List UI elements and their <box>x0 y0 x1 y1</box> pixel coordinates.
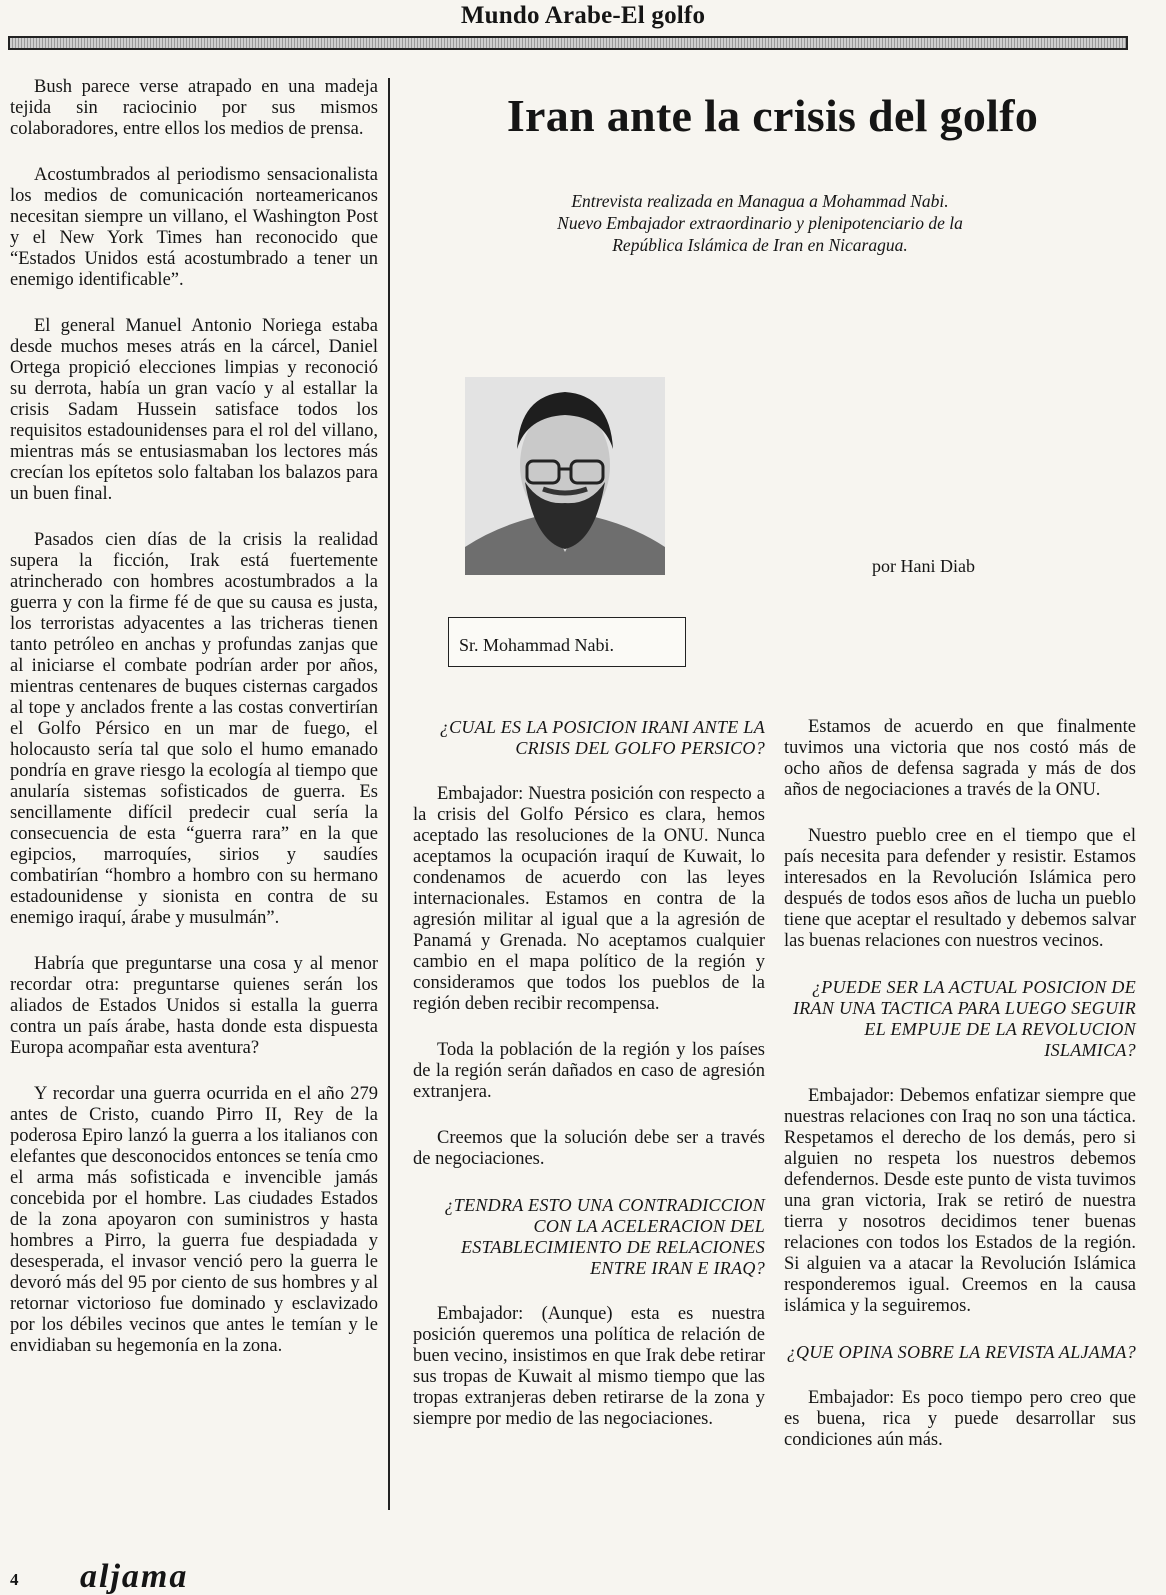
interview-answer: Embajador: Debemos enfatizar siempre que nuestras relaciones con Iraq no son una táctica. Respetamos el derecho de los demás, pero si alguien no respeta los nuestros debemos defendernos. Desde este punto de vista tuvimos una gran victoria, Irak se retiró de nuestra tierra y nosotros decidimos tener buenas relaciones con todos los Estados de la región. Si alguien va a atacar la Revolución Islámica responderemos igual. Creemos en la causa islámica y la seguiremos. <box>784 1086 1136 1316</box>
interview-answer: Nuestro pueblo cree en el tiempo que el país necesita para defender y resistir. Estamos interesados en la Revolución Islámica pero después de todos esos años de lucha un pueblo tiene que aceptar el resultado y debemos salvar las buenas relaciones con nuestros vecinos. <box>784 826 1136 951</box>
interview-answer: Creemos que la solución debe ser a través de negociaciones. <box>413 1128 765 1169</box>
left-paragraph: Bush parece verse atrapado en una madeja tejida sin raciocinio por sus mismos colaboradores, entre ellos los medios de prensa. <box>10 77 378 139</box>
left-column <box>10 77 378 1382</box>
left-paragraph: Habría que preguntarse una cosa y al menor recordar otra: preguntarse quienes serán los aliados de Estados Unidos si estalla la guerra contra un país árabe, hasta donde esta dispuesta Europa acompañar esta aventura? <box>10 954 378 1058</box>
article-title: Iran ante la crisis del golfo <box>506 90 1039 141</box>
photo-caption: Sr. Mohammad Nabi. <box>448 617 686 667</box>
subtitle-line: República Islámica de Iran en Nicaragua. <box>612 235 908 255</box>
interview-question: ¿QUE OPINA SOBRE LA REVISTA ALJAMA? <box>786 1342 1136 1362</box>
interview-answer: Embajador: Es poco tiempo pero creo que es buena, rica y puede desarrollar sus condiciones aún más. <box>784 1388 1136 1450</box>
left-paragraph: El general Manuel Antonio Noriega estaba desde muchos meses atrás en la cárcel, Daniel Ortega propició elecciones limpias y reconoció su derrota, había un gran vacío y al estallar la crisis Sadam Hussein satisface todos los requisitos estadounidenses para el rol del villano, mientras más se entusiasmaban los lectores más crecían los epítetos solo faltaban los balazos para un buen final. <box>10 316 378 504</box>
article-subtitle <box>500 190 1020 256</box>
page-number: 4 <box>10 1570 19 1589</box>
interview-answer: Toda la población de la región y los países de la región serán dañados en caso de agresión extranjera. <box>413 1040 765 1102</box>
subtitle-line: Nuevo Embajador extraordinario y plenipotenciario de la <box>557 213 963 233</box>
interview-answer: Estamos de acuerdo en que finalmente tuvimos una victoria que nos costó más de ocho años de defensa sagrada y más de dos años de negociaciones a través de la ONU. <box>784 717 1136 800</box>
interview-column-middle <box>413 717 765 1455</box>
header-rule-bar <box>8 36 1128 50</box>
left-paragraph: Acostumbrados al periodismo sensacionalista los medios de comunicación norteamericanos necesitan siempre un villano, el Washington Post y el New York Times han reconocido que “Estados Unidos está acostumbrado a tener un enemigo identificable”. <box>10 165 378 290</box>
left-paragraph: Y recordar una guerra ocurrida en el año 279 antes de Cristo, cuando Pirro II, Rey de la poderosa Epiro lanzó la guerra a los italianos con elefantes que desconocidos entonces se tenía cmo el arma más sofisticada e invencible jamás concebida por el hombre. Las ciudades Estados de la zona apoyaron con suministros y hasta hombres a Pirro, la guerra fue despiadada y desesperada, el invasor venció pero la guerra le devoró más del 95 por ciento de sus hombres y al retornar victorioso fue dominado y esclavizado por los débiles vecinos que antes le temían y le envidiaban su hegemonía en la zona. <box>10 1084 378 1356</box>
portrait-photo <box>465 377 665 575</box>
magazine-logo: aljama <box>80 1558 189 1595</box>
byline: por Hani Diab <box>872 556 975 576</box>
interview-column-right <box>784 717 1136 1476</box>
interview-question: ¿PUEDE SER LA ACTUAL POSICION DE IRAN UNA TACTICA PARA LUEGO SEGUIR EL EMPUJE DE LA REVOLUCION ISLAMICA? <box>792 977 1136 1060</box>
interview-question: ¿TENDRA ESTO UNA CONTRADICCION CON LA ACELERACION DEL ESTABLECIMIENTO DE RELACIONES ENTRE IRAN E IRAQ? <box>444 1195 765 1278</box>
portrait-image <box>465 377 665 575</box>
subtitle-line: Entrevista realizada en Managua a Mohammad Nabi. <box>571 191 949 211</box>
interview-question: ¿CUAL ES LA POSICION IRANI ANTE LA CRISIS DEL GOLFO PERSICO? <box>439 717 765 758</box>
column-divider <box>388 78 390 1510</box>
left-paragraph: Pasados cien días de la crisis la realidad supera la ficción, Irak está fuertemente atrincherado con hombres acostumbrados a la guerra y con la firme fé de que su causa es justa, los terroristas adyacentes a las tricheras tienen tanto petróleo en anchas y profundas zanjas que al iniciarse el combate podrían arder por años, mientras centenares de buques cisternas cargados al tope y anclados frente a las costas convertirían el Golfo Pérsico en un mar de fuego, el holocausto sería tal que solo el humo emanado pondría en grave riesgo la ecología al tiempo que anularía sistemas sofisticados de guerra. Es sencillamente difícil predecir cual sería la consecuencia de esta “guerra rara” en la que egipcios, marroquíes, sirios y saudíes combatirían “hombro a hombro con su hermano estadounidense y sionista en contra de su enemigo iraquí, árabe y musulmán”. <box>10 530 378 928</box>
section-header: Mundo Arabe-El golfo <box>460 2 706 29</box>
interview-answer: Embajador: Nuestra posición con respecto a la crisis del Golfo Pérsico es clara, hemos aceptado las resoluciones de la ONU. Nunca aceptamos la ocupación iraquí de Kuwait, lo condenamos de acuerdo con las leyes internacionales. Estamos en contra de la agresión militar al igual que a la agresión de Panamá y Grenada. No aceptamos cualquier cambio en el mapa político de la región y consideramos que todos los pueblos de la región deben recibir recompensa. <box>413 784 765 1014</box>
interview-answer: Embajador: (Aunque) esta es nuestra posición queremos una política de relación de buen vecino, insistimos en que Irak debe retirar sus tropas de Kuwait al mismo tiempo que las tropas extranjeras deben retirarse de la zona y siempre por medio de las negociaciones. <box>413 1304 765 1429</box>
